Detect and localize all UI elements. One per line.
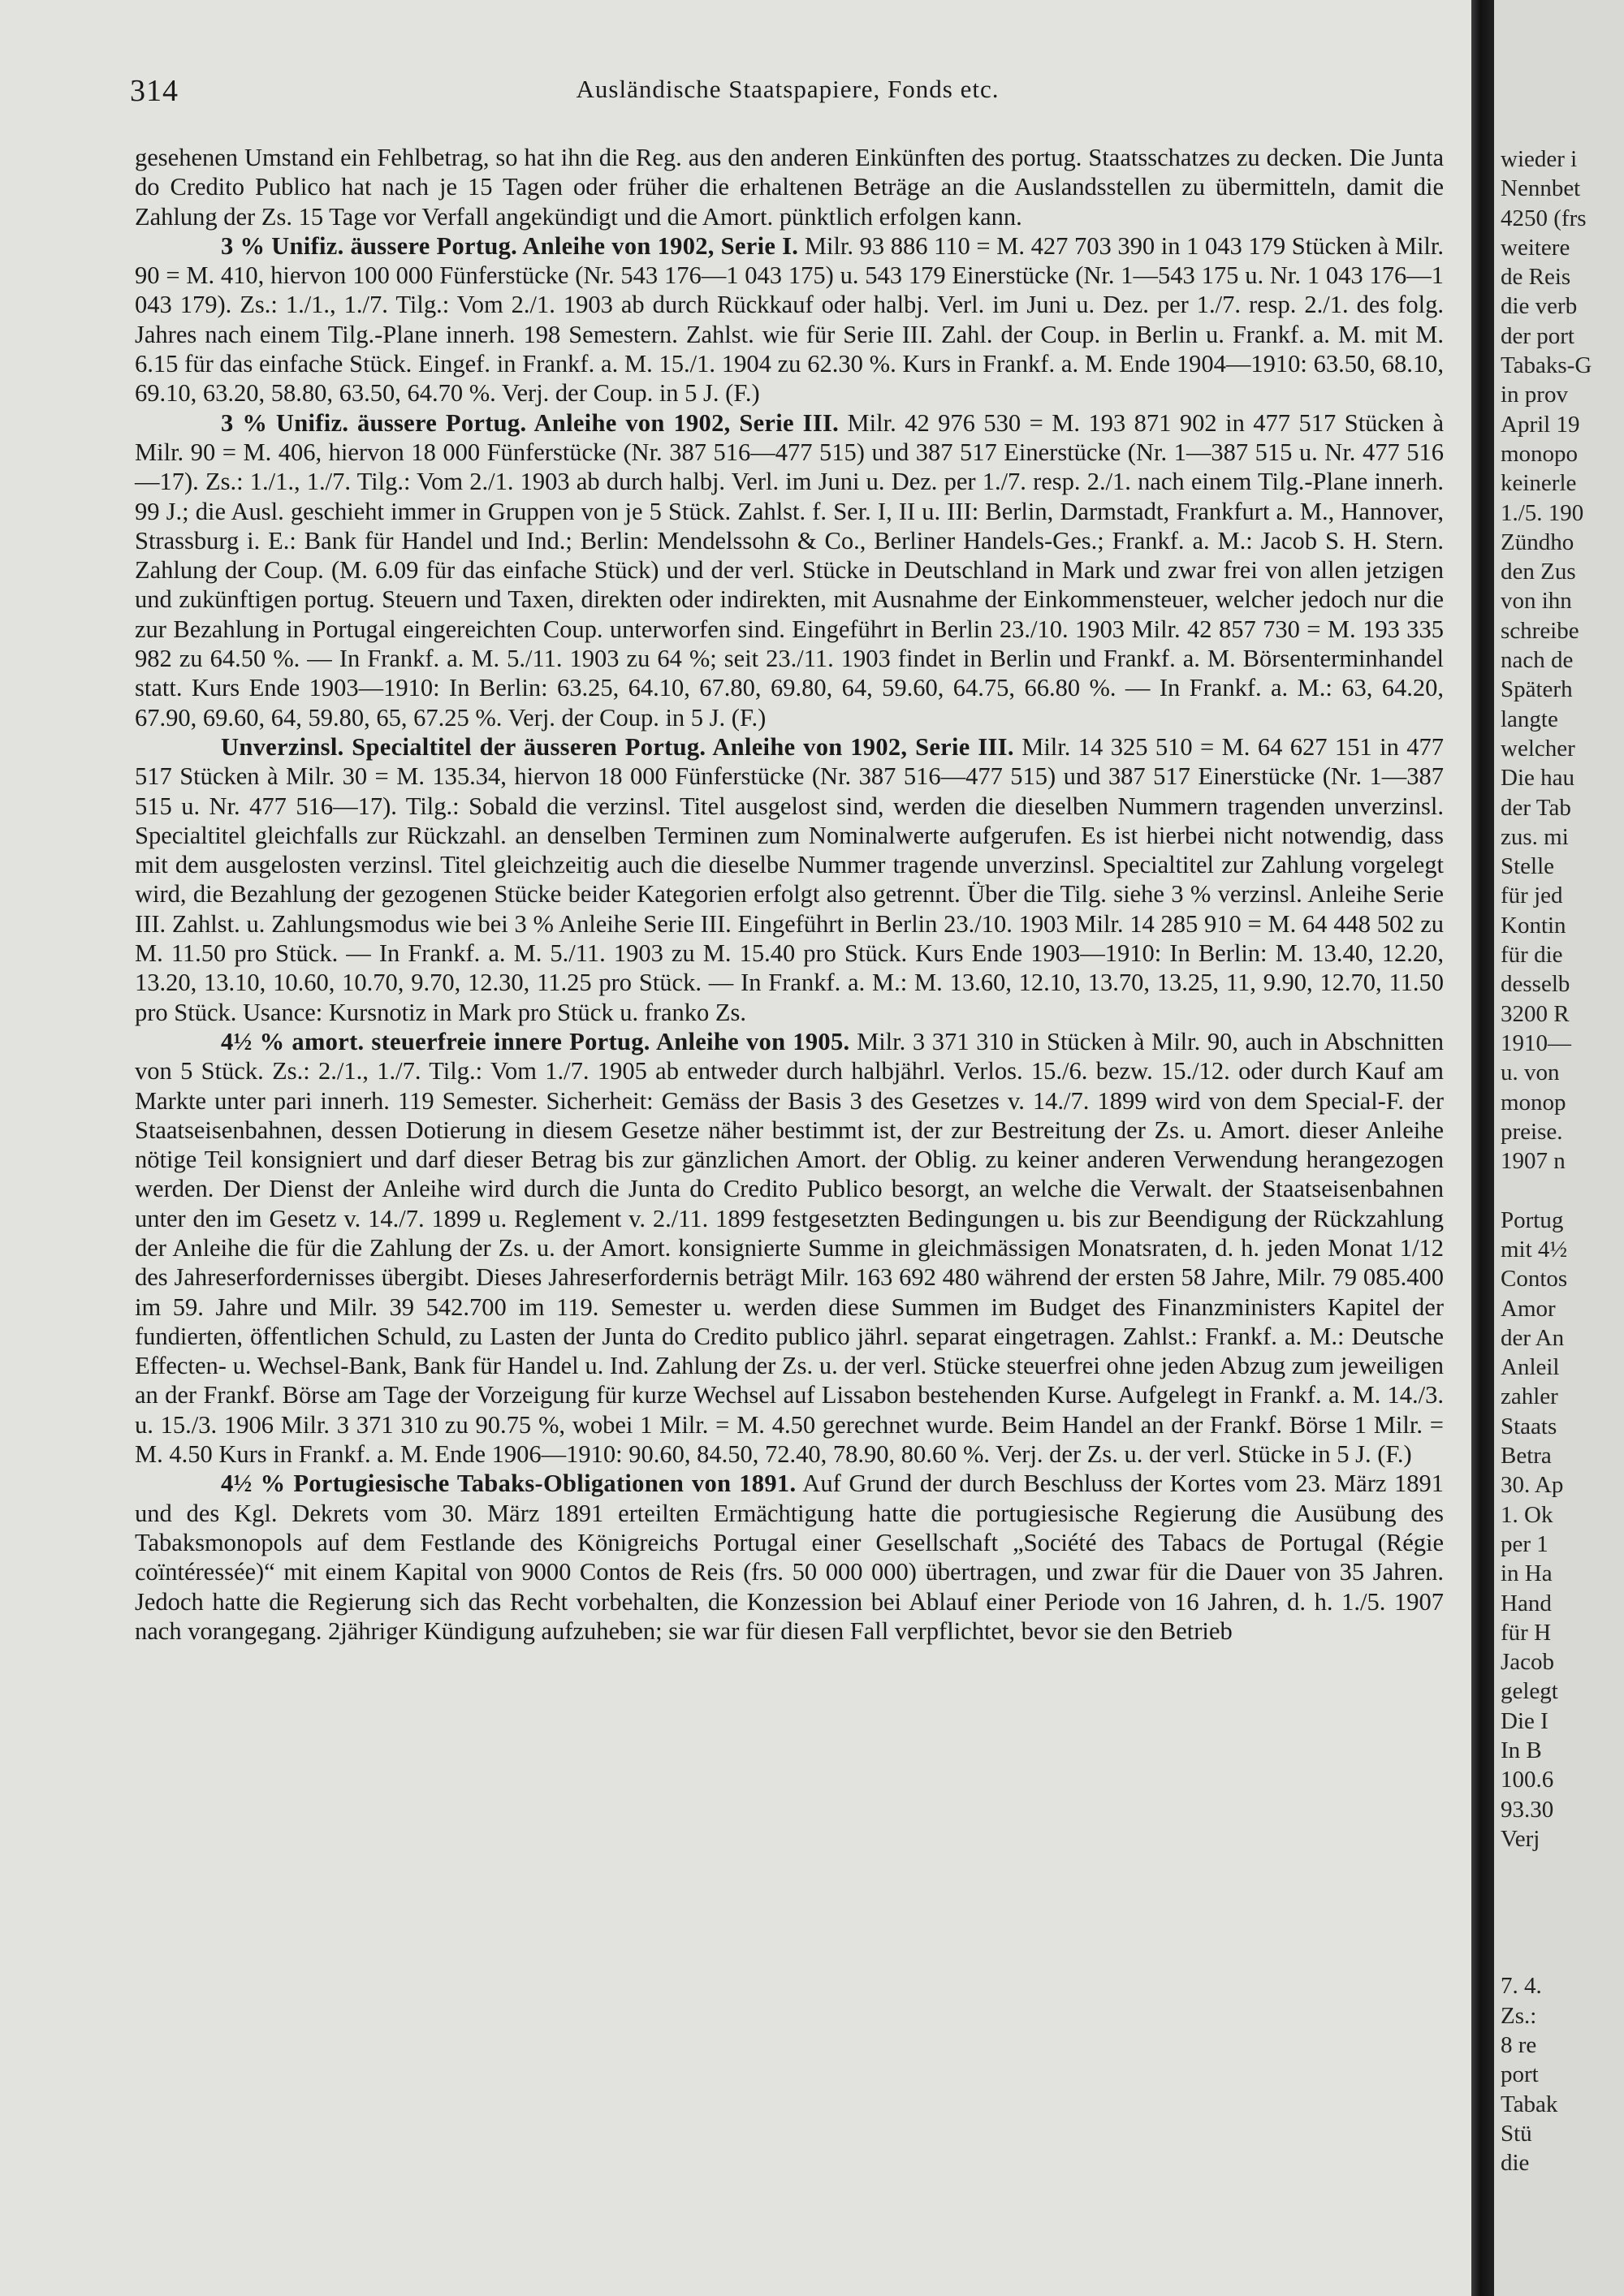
- adjacent-page-line: die verb: [1501, 293, 1578, 320]
- adjacent-page-line: Amor: [1501, 1295, 1556, 1322]
- adjacent-page-line: welcher: [1501, 735, 1575, 762]
- adjacent-page-line: der port: [1501, 322, 1574, 349]
- adjacent-page-line: der Tab: [1501, 794, 1571, 821]
- adjacent-page-line: 100.6: [1501, 1767, 1554, 1793]
- adjacent-page-line: April 19: [1501, 411, 1580, 438]
- adjacent-page-line: monopo: [1501, 440, 1579, 467]
- entry-title: 4½ % Portugiesische Tabaks-Obligationen von 1891.: [221, 1470, 797, 1498]
- bond-entry: [135, 231, 1444, 408]
- adjacent-page-line: wieder i: [1501, 146, 1578, 172]
- adjacent-page-line: für jed: [1501, 883, 1563, 909]
- adjacent-page-line: desselb: [1501, 971, 1570, 998]
- adjacent-page-line: [1494, 1913, 1592, 1942]
- entry-title: Unverzinsl. Specialtitel der äusseren Portug. Anleihe von 1902, Serie III.: [221, 732, 1014, 761]
- adjacent-page-fragments: [1494, 145, 1592, 2177]
- entry-title: 3 % Unifiz. äussere Portug. Anleihe von 1902, Serie I.: [221, 231, 799, 260]
- adjacent-page-line: Kontin: [1501, 912, 1566, 939]
- entry-text: Auf Grund der durch Beschluss der Kortes vom 23. März 1891 und des Kgl. Dekrets vom 30. März 1891 erteilten Ermächtigung hatte die portugiesische Regierung die Ausübung des Tabaksmonopols auf dem Festlande des Königreichs Portugal einer Gesellschaft „Société des Tabacs de Portugal (Régie coïntéressée)“ mit einem Kapital von 9000 Contos de Reis (frs. 50 000 000) übertragen, und zwar für die Dauer von 35 Jahren. Jedoch hatte die Regierung sich das Recht vorbehalten, die Konzession bei Ablauf einer Periode von 16 Jahren, d. h. 1./5. 1907 nach vorangegang. 2jähriger Kündigung aufzuheben; sie war für diesen Fall verpflichtet, bevor sie den Betrieb: [135, 1470, 1445, 1645]
- adjacent-page-line: 30. Ap: [1501, 1472, 1564, 1499]
- adjacent-page-line: für die: [1501, 942, 1563, 969]
- adjacent-page-line: [1494, 1176, 1592, 1205]
- running-title: Ausländische Staatspapiere, Fonds etc.: [576, 75, 1000, 103]
- adjacent-page-line: langte: [1501, 706, 1558, 732]
- bond-entry: [135, 732, 1444, 1027]
- entry-text: Milr. 93 886 110 = M. 427 703 390 in 1 043 179 Stücken à Milr. 90 = M. 410, hiervon 100 000 Fünferstücke (Nr. 543 176—1 043 175) u. 543 179 Einerstücke (Nr. 1—543 175 u. Nr. 1 043 176—1 043 179). Zs.: 1./1., 1./7. Tilg.: Vom 2./1. 1903 ab durch Rückkauf oder halbj. Verl. im Juni u. Dez. per 1./7. resp. 2./1. des folg. Jahres nach einem Tilg.-Plane innerh. 198 Semestern. Zahlst. wie für Serie III. Zahl. der Coup. in Berlin u. Frankf. a. M. mit M. 6.15 für das einfache Stück. Eingef. in Frankf. a. M. 15./1. 1904 zu 62.30 %. Kurs in Frankf. a. M. Ende 1904—1910: 63.50, 68.10, 69.10, 63.20, 58.80, 63.50, 64.70 %. Verj. der Coup. in 5 J. (F.): [135, 231, 1444, 408]
- adjacent-page-line: [1494, 1854, 1592, 1883]
- book-gutter-shadow: [1471, 0, 1494, 2296]
- adjacent-page-line: Verj: [1501, 1825, 1540, 1852]
- adjacent-page-line: Die I: [1501, 1707, 1548, 1734]
- adjacent-page-line: per 1: [1501, 1530, 1548, 1557]
- bond-entry: [135, 1027, 1444, 1469]
- adjacent-page-edge: [1494, 0, 1624, 2296]
- adjacent-page-line: In B: [1501, 1737, 1542, 1764]
- adjacent-page-line: Portug: [1501, 1206, 1564, 1233]
- adjacent-page-line: Stelle: [1501, 853, 1555, 880]
- adjacent-page-line: Tabak: [1501, 2091, 1558, 2117]
- entry-text: Milr. 42 976 530 = M. 193 871 902 in 477 517 Stücken à Milr. 90 = M. 406, hiervon 18 000 Fünferstücke (Nr. 387 516—477 515) und 387 517 Einerstücke (Nr. 1—387 515 u. Nr. 477 516—17). Zs.: 1./1., 1./7. Tilg.: Vom 2./1. 1903 ab durch halbj. Verl. im Juni u. Dez. per 1./7. resp. 2./1. nach einem Tilg.-Plane innerh. 99 J.; die Ausl. geschieht immer in Gruppen von je 5 Stück. Zahlst. f. Ser. I, II u. III: Berlin, Darmstadt, Frankfurt a. M., Hannover, Strassburg i. E.: Bank für Handel und Ind.; Berlin: Mendelssohn & Co., Berliner Handels-Ges.; Frankf. a. M.: Jacob S. H. Stern. Zahlung der Coup. (M. 6.09 für das einfache Stück) und der verl. Stücke in Deutschland in Mark und zwar frei von allen jetzigen und zukünftigen portug. Steuern und Taxen, direkten oder indirekten, mit Ausnahme der Einkommensteuer, welcher jedoch nur die zur Bezahlung in Portugal eingereichten Coup. unterworfen sind. Eingeführt in Berlin 23./10. 1903 Milr. 42 857 730 = M. 193 335 982 zu 64.50 %. — In Frankf. a. M. 5./11. 1903 zu 64 %; seit 23./11. 1903 findet in Berlin und Frankf. a. M. Börsenterminhandel statt. Kurs Ende 1903—1910: In Berlin: 63.25, 64.10, 67.80, 69.80, 64, 59.60, 64.75, 66.80 %. — In Frankf. a. M.: 63, 64.20, 67.90, 69.60, 64, 59.80, 65, 67.25 %. Verj. der Coup. in 5 J. (F.): [135, 408, 1445, 732]
- adjacent-page-line: Hand: [1501, 1590, 1552, 1616]
- adjacent-page-line: Zs.:: [1501, 2002, 1537, 2029]
- entry-text: Milr. 14 325 510 = M. 64 627 151 in 477 517 Stücken à Milr. 30 = M. 135.34, hiervon 18 000 Fünferstücke (Nr. 387 516—477 515) und 387 517 Einerstücke (Nr. 1—387 515 u. Nr. 477 516—17). Tilg.: Sobald die verzinsl. Titel ausgelost sind, werden die dieselben Nummern tragenden unverzinsl. Specialtitel gleichfalls zur Rückzahl. an denselben Terminen zum Nominalwerte aufgerufen. Es ist hierbei nicht notwendig, dass mit dem ausgelosten verzinsl. Titel gleichzeitig auch die dieselbe Nummer tragende unverzinsl. Specialtitel zur Zahlung vorgelegt wird, die Bezahlung der gezogenen Stücke beider Kategorien erfolgt also getrennt. Über die Tilg. siehe 3 % verzinsl. Anleihe Serie III. Zahlst. u. Zahlungsmodus wie bei 3 % Anleihe Serie III. Eingeführt in Berlin 23./10. 1903 Milr. 14 285 910 = M. 64 448 502 zu M. 11.50 pro Stück. — In Frankf. a. M. 5./11. 1903 zu M. 15.40 pro Stück. Kurs Ende 1903—1910: In Berlin: M. 13.40, 12.20, 13.20, 13.10, 10.60, 10.70, 9.70, 12.30, 11.25 pro Stück. — In Frankf. a. M.: M. 13.60, 12.10, 13.70, 13.25, 11, 9.90, 12.70, 11.50 pro Stück. Usance: Kursnotiz in Mark pro Stück u. franko Zs.: [135, 732, 1444, 1026]
- adjacent-page-line: monop: [1501, 1089, 1566, 1116]
- adjacent-page-line: zus. mi: [1501, 823, 1569, 850]
- bond-entry: [135, 1469, 1444, 1646]
- bond-entry: [135, 408, 1444, 732]
- page-header: [130, 73, 1445, 106]
- adjacent-page-line: der An: [1501, 1324, 1565, 1351]
- adjacent-page-line: 3200 R: [1501, 1000, 1570, 1027]
- adjacent-page-line: 1910—: [1501, 1029, 1571, 1056]
- adjacent-page-line: 7. 4.: [1501, 1973, 1542, 2000]
- adjacent-page-line: für H: [1501, 1619, 1552, 1646]
- adjacent-page-line: mit 4½: [1501, 1236, 1568, 1262]
- adjacent-page-line: Die hau: [1501, 765, 1574, 792]
- adjacent-page-line: 8 re: [1501, 2032, 1537, 2058]
- adjacent-page-line: 4250 (frs: [1501, 205, 1587, 231]
- adjacent-page-line: in Ha: [1501, 1560, 1553, 1587]
- adjacent-page-line: Staats: [1501, 1413, 1557, 1439]
- adjacent-page-line: [1494, 1942, 1592, 1971]
- page-number: 314: [130, 74, 179, 108]
- adjacent-page-line: schreibe: [1501, 617, 1579, 644]
- adjacent-page-line: preise.: [1501, 1118, 1563, 1145]
- adjacent-page-line: Betra: [1501, 1443, 1552, 1470]
- adjacent-page-line: [1494, 1884, 1592, 1913]
- adjacent-page-line: keinerle: [1501, 470, 1577, 497]
- adjacent-page-line: Späterh: [1501, 676, 1573, 703]
- adjacent-page-line: in prov: [1501, 382, 1568, 408]
- adjacent-page-line: die: [1501, 2150, 1530, 2177]
- adjacent-page-line: Tabaks-G: [1501, 352, 1592, 379]
- entry-text: Milr. 3 371 310 in Stücken à Milr. 90, auch in Abschnitten von 5 Stück. Zs.: 2./1., 1./7. Tilg.: Vom 1./7. 1905 ab entweder durch halbjährl. Verlos. 15./6. bezw. 15./12. oder durch Kauf am Markte unter pari innerh. 119 Semester. Sicherheit: Gemäss der Basis 3 des Gesetzes v. 14./7. 1899 wird von dem Special-F. der Staatseisenbahnen, dessen Dotierung in diesem Gesetze näher bestimmt ist, der zur Bestreitung der Zs. u. Amort. dieser Anleihe nötige Teil konsigniert und darf dieser Betrag bis zur gänzlichen Amort. der Oblig. zu keiner anderen Verwendung herangezogen werden. Der Dienst der Anleihe wird durch die Junta do Credito Publico besorgt, an welche die Verwalt. der Staatseisenbahnen unter den im Gesetz v. 14./7. 1899 u. Reglement v. 2./11. 1899 festgesetzten Bedingungen u. bis zur Beendigung der Rückzahlung der Anleihe die für die Zahlung der Zs. u. der Amort. konsignierte Summe in gleichmässigen Monatsraten, d. h. jeden Monat 1/12 des Jahreserfordernisses übergibt. Dieses Jahreserfordernis beträgt Milr. 163 692 480 während der ersten 58 Jahre, Milr. 79 085.400 im 59. Jahre und Milr. 39 542.700 im 119. Semester u. werden diese Summen im Budget des Finanzministers Kapitel der fundierten, öffentlichen Schuld, zu Lasten der Junta do Credito publico jährl. separat eingetragen. Zahlst.: Frankf. a. M.: Deutsche Effecten- u. Wechsel-Bank, Bank für Handel u. Ind. Zahlung der Zs. u. der verl. Stücke steuerfrei ohne jeden Abzug zum jeweiligen an der Frankf. Börse am Tage der Vorzeigung für kurze Wechsel auf Lissabon bestehenden Kurse. Aufgelegt in Frankf. a. M. 14./3. u. 15./3. 1906 Milr. 3 371 310 zu 90.75 %, wobei 1 Milr. = M. 4.50 gerechnet wurde. Beim Handel an der Frankf. Börse 1 Milr. = M. 4.50 Kurs in Frankf. a. M. Ende 1906—1910: 90.60, 84.50, 72.40, 78.90, 80.60 %. Verj. der Zs. u. der verl. Stücke in 5 J. (F.): [135, 1027, 1444, 1469]
- adjacent-page-line: 1./5. 190: [1501, 499, 1584, 526]
- page-body: [135, 143, 1444, 1646]
- adjacent-page-line: 93.30: [1501, 1796, 1554, 1823]
- intro-paragraph: gesehenen Umstand ein Fehlbetrag, so hat ihn die Reg. aus den anderen Einkünften des portug. Staatsschatzes zu decken. Die Junta do Credito Publico hat nach je 15 Tagen oder früher die erhaltenen Beträge an die Auslandsstellen zu übermitteln, damit die Zahlung der Zs. 15 Tage vor Verfall angekündigt und die Amort. pünktlich erfolgen kann.: [135, 144, 1444, 231]
- adjacent-page-line: 1. Ok: [1501, 1501, 1553, 1528]
- adjacent-page-line: zahler: [1501, 1383, 1558, 1410]
- adjacent-page-line: weitere: [1501, 234, 1570, 261]
- adjacent-page-line: 1907 n: [1501, 1148, 1566, 1175]
- adjacent-page-line: port: [1501, 2061, 1539, 2088]
- adjacent-page-line: u. von: [1501, 1060, 1560, 1086]
- adjacent-page-line: gelegt: [1501, 1678, 1558, 1705]
- entry-title: 4½ % amort. steuerfreie innere Portug. Anleihe von 1905.: [221, 1027, 850, 1055]
- adjacent-page-line: von ihn: [1501, 588, 1572, 615]
- entry-title: 3 % Unifiz. äussere Portug. Anleihe von 1902, Serie III.: [221, 408, 840, 437]
- adjacent-page-line: Zündho: [1501, 529, 1574, 555]
- adjacent-page-line: de Reis: [1501, 264, 1571, 291]
- adjacent-page-line: nach de: [1501, 647, 1574, 674]
- adjacent-page-line: Anleil: [1501, 1354, 1560, 1381]
- adjacent-page-line: Stü: [1501, 2120, 1532, 2147]
- adjacent-page-line: Jacob: [1501, 1649, 1555, 1676]
- adjacent-page-line: den Zus: [1501, 559, 1576, 585]
- adjacent-page-line: Contos: [1501, 1266, 1568, 1293]
- adjacent-page-line: Nennbet: [1501, 175, 1581, 202]
